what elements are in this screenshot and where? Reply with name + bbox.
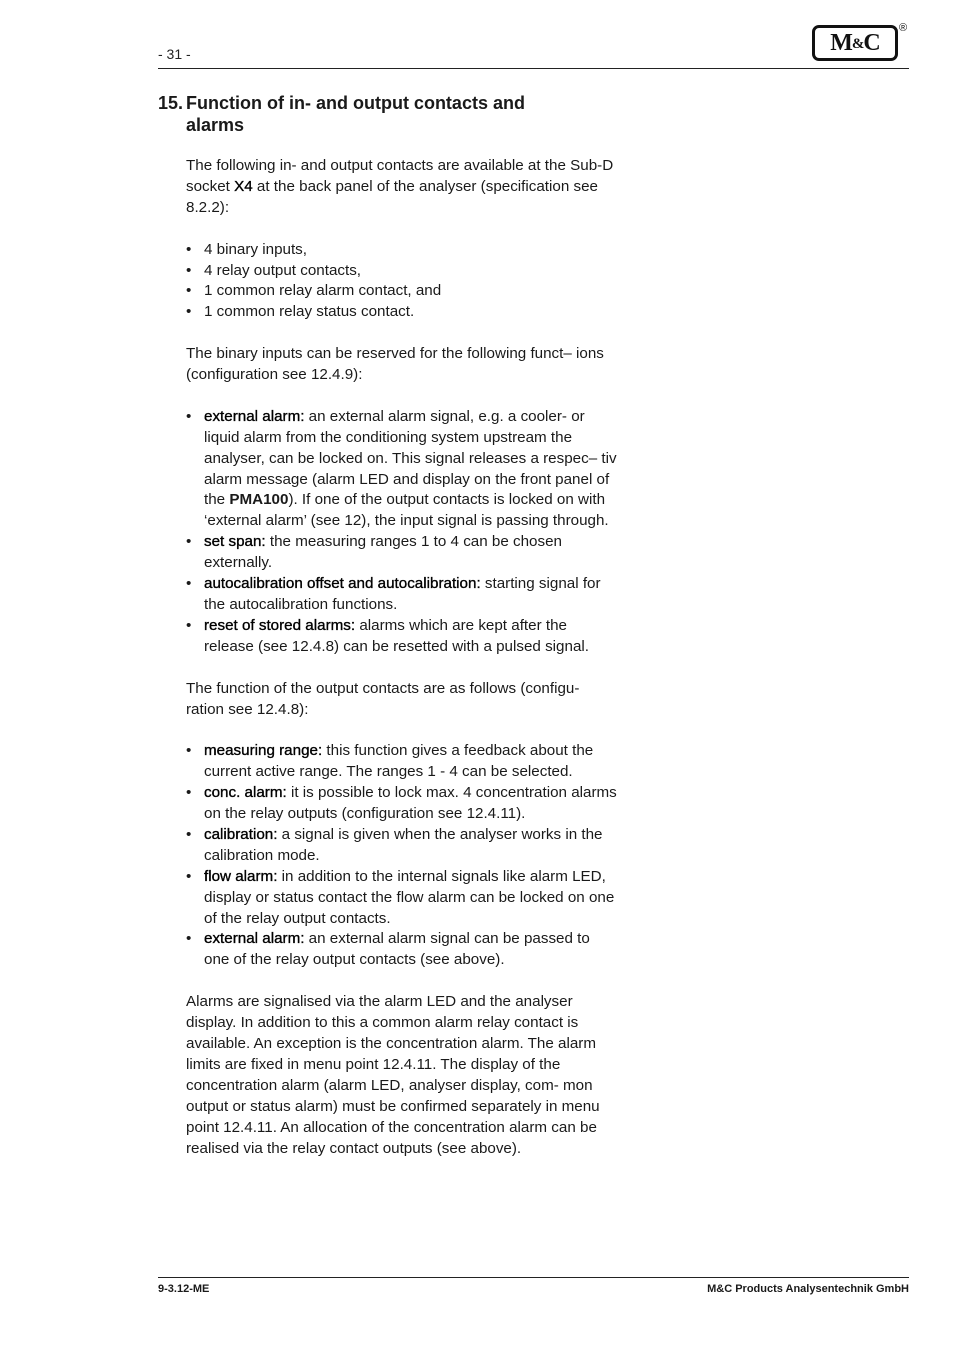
list-item: • conc. alarm: it is possible to lock max. 4 concentration alarms on the relay outputs (configuration see 12.4.11). [186,784,617,823]
company-name: M&C Products Analysentechnik GmbH [707,1283,909,1295]
binary-inputs-intro: The binary inputs can be reserved for the following funct– ions (configuration see 12.4.9): [186,345,604,384]
product-name: PMA100 [229,491,289,509]
mc-logo [812,25,898,61]
section-title [158,92,578,136]
section-number: 15. [158,93,184,113]
list-item: • calibration: a signal is given when the analyser works in the calibration mode. [186,825,603,864]
page-number: - 31 - [158,46,191,62]
output-contacts-list [186,741,618,971]
list-item: • 1 common relay status contact. [186,303,415,321]
list-item: • external alarm: an external alarm signal, e.g. a cooler- or liquid alarm from the conditioning system upstream the analyser, can be locked on. This signal releases a respec– tiv alarm message (alarm LED and display on the front panel of the PMA100). If one of the output contacts is locked on with ‘external alarm’ (see 12), the input signal is passing through. [186,407,617,530]
alarms-paragraph: Alarms are signalised via the alarm LED and the analyser display. In addition to this a common alarm relay contact is available. An exception is the concentration alarm. The alarm limits are fixed in menu point 12.4.11. The display of the concentration alarm (alarm LED, analyser display, com- mon output or status alarm) must be confirmed separately in menu point 12.4.11. An allocation of the concentration alarm can be realised via the relay contact outputs (see above). [186,993,600,1157]
list-item: • autocalibration offset and autocalibration: starting signal for the autocalibration functions. [186,575,601,613]
list-item: • measuring range: this function gives a feedback about the current active range. The ranges 1 - 4 can be selected. [186,742,594,781]
output-contacts-intro: The function of the output contacts are as follows (configu- ration see 12.4.8): [186,679,580,718]
registered-mark: ® [899,22,908,34]
list-item: • 4 binary inputs, [186,240,307,258]
list-item: • reset of stored alarms: alarms which are kept after the release (see 12.4.8) can be resetted with a pulsed signal. [186,616,589,655]
list-item: • 1 common relay alarm contact, and [186,282,442,300]
header-rule [158,68,909,69]
body-text [186,156,618,1180]
list-item: • set span: the measuring ranges 1 to 4 can be chosen externally. [186,533,562,572]
logo-lettering: M&C [830,30,880,56]
footer-rule [158,1277,909,1278]
binary-inputs-list [186,407,618,658]
list-item: • 4 relay output contacts, [186,261,362,279]
contact-list [186,240,618,324]
socket-label: X4 [234,177,253,195]
document-code: 9-3.12-ME [158,1283,210,1295]
list-item: • external alarm: an external alarm signal can be passed to one of the relay output contacts (see above). [186,930,590,969]
section-title-text: Function of in- and output contacts and alarms [186,93,525,135]
list-item: • flow alarm: in addition to the internal signals like alarm LED, display or status contact the flow alarm can be locked on one of the relay output contacts. [186,867,615,927]
intro-paragraph: The following in- and output contacts are available at the Sub-D socket X4 at the back panel of the analyser (specification see 8.2.2): [186,157,614,216]
